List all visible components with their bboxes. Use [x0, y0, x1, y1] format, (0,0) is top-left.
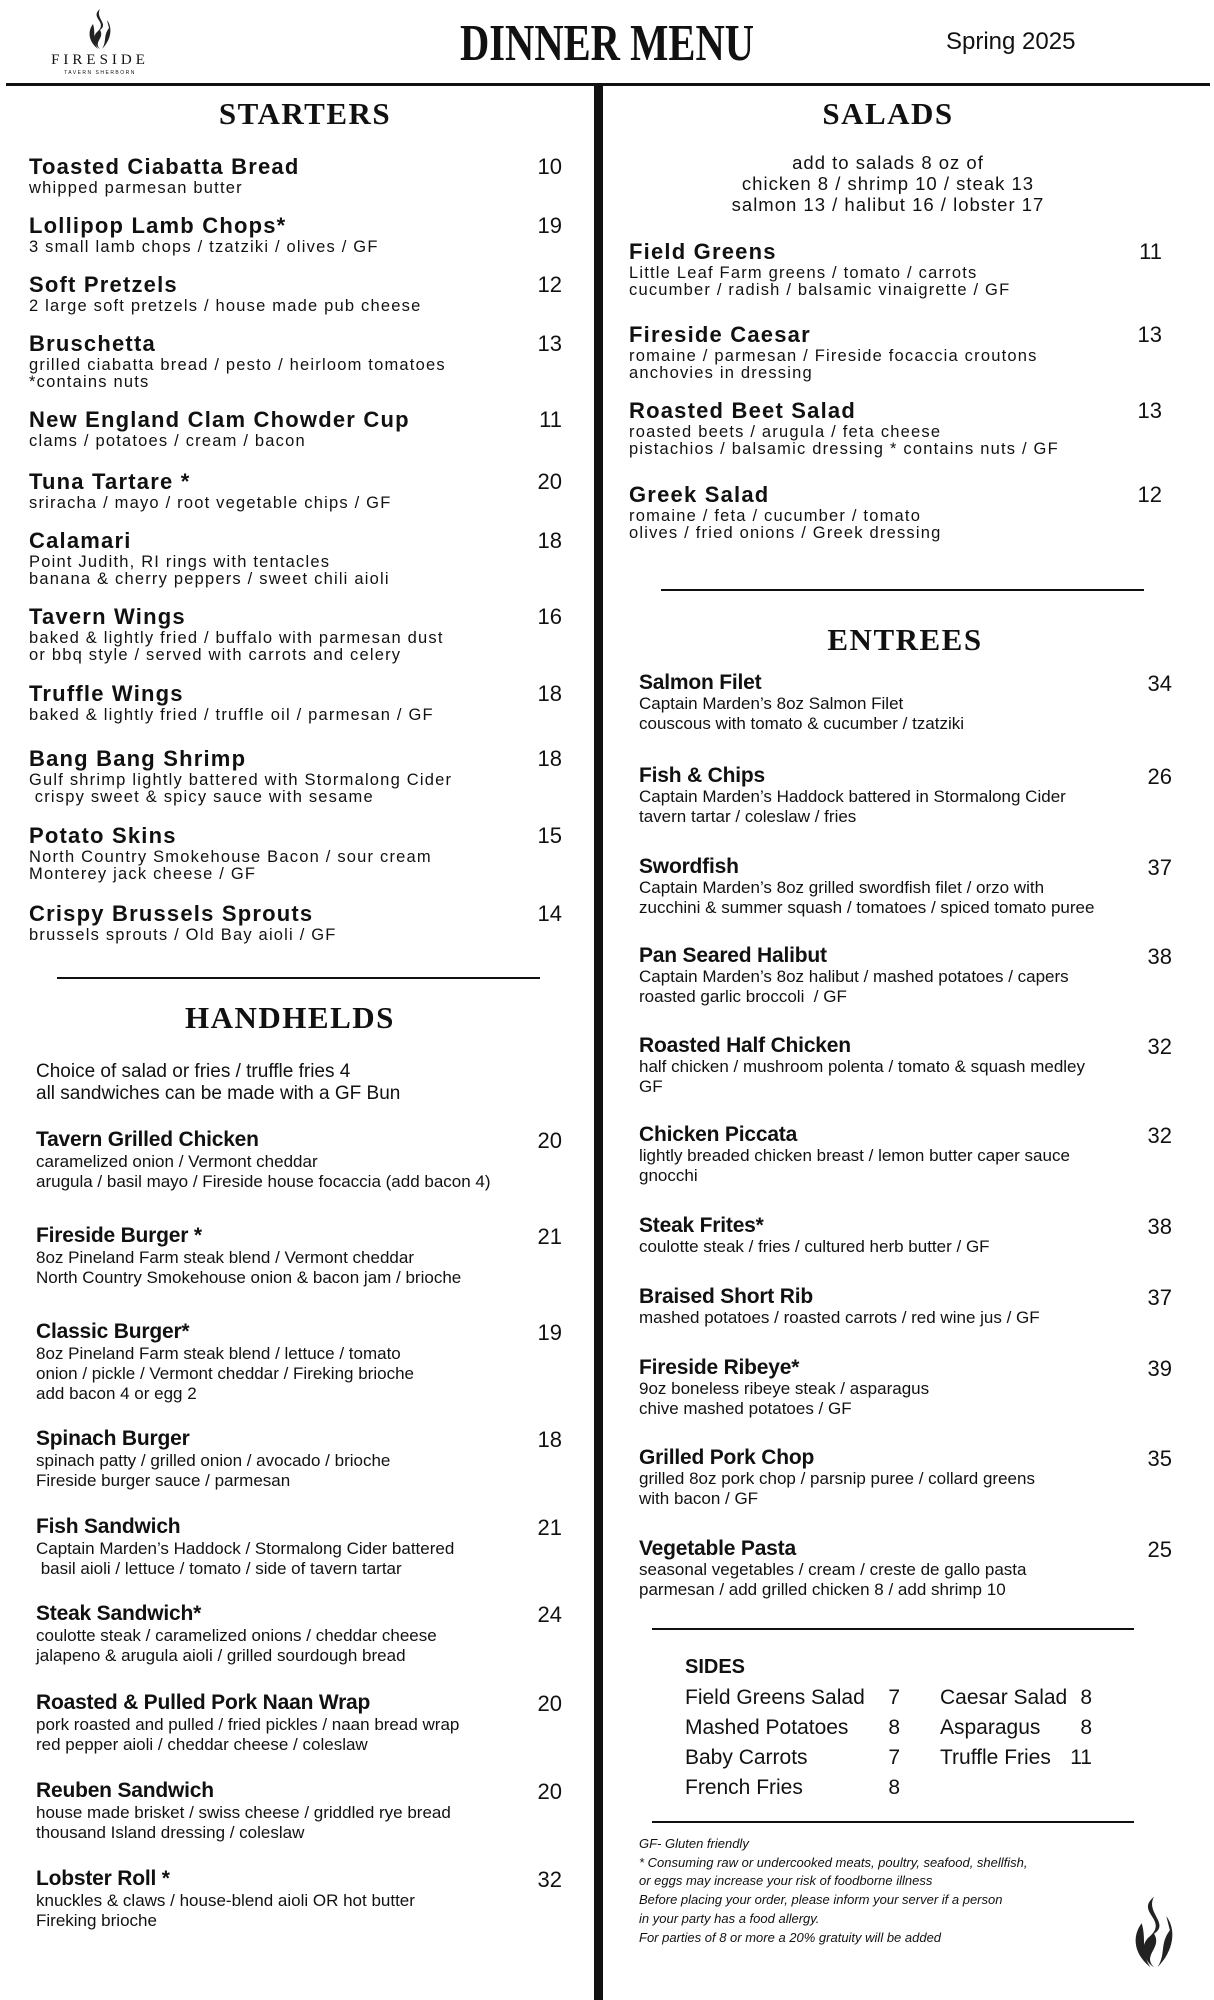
- item-name: Tavern Grilled Chicken: [36, 1128, 259, 1151]
- item-description: Little Leaf Farm greens / tomato / carrots cucumber / radish / balsamic vinaigrette / GF: [629, 264, 1011, 299]
- item-name: Fish & Chips: [639, 764, 765, 787]
- item-name: Roasted Beet Salad: [629, 398, 857, 423]
- item-name: Fireside Burger *: [36, 1224, 202, 1247]
- item-description: 3 small lamb chops / tzatziki / olives / GF: [29, 238, 379, 256]
- item-description: romaine / parmesan / Fireside focaccia croutons anchovies in dressing: [629, 347, 1038, 382]
- item-price: 35: [1147, 1446, 1172, 1471]
- item-name: Steak Sandwich*: [36, 1602, 202, 1625]
- item-description: baked & lightly fried / buffalo with parmesan dust or bbq style / served with carrots and celery: [29, 629, 444, 664]
- item-name: Calamari: [29, 528, 132, 553]
- item-description: coulotte steak / caramelized onions / cheddar cheese jalapeno & arugula aioli / grilled sourdough bread: [36, 1626, 437, 1665]
- item-price: 32: [1147, 1123, 1172, 1148]
- item-price: 13: [1137, 322, 1162, 347]
- footnote-line: Before placing your order, please inform your server if a person: [639, 1892, 1003, 1908]
- item-name: Potato Skins: [29, 823, 177, 848]
- item-name: New England Clam Chowder Cup: [29, 407, 410, 432]
- section-divider: [652, 1628, 1134, 1630]
- item-name: Toasted Ciabatta Bread: [29, 154, 300, 179]
- section-divider: [57, 977, 540, 979]
- side-item-name: Caesar Salad: [940, 1686, 1068, 1709]
- flame-icon: [83, 8, 117, 50]
- item-price: 19: [537, 213, 562, 238]
- item-name: Pan Seared Halibut: [639, 944, 827, 967]
- item-description: romaine / feta / cucumber / tomato olives / fried onions / Greek dressing: [629, 507, 942, 542]
- side-item-name: Asparagus: [940, 1716, 1041, 1739]
- item-name: Steak Frites*: [639, 1214, 764, 1237]
- item-name: Salmon Filet: [639, 671, 762, 694]
- starters-heading: STARTERS: [218, 96, 392, 131]
- item-name: Truffle Wings: [29, 681, 184, 706]
- item-name: Grilled Pork Chop: [639, 1446, 815, 1469]
- side-item-price: 8: [1080, 1716, 1092, 1739]
- item-description: 8oz Pineland Farm steak blend / lettuce / tomato onion / pickle / Vermont cheddar / Fireking brioche add bacon 4 or egg 2: [36, 1344, 414, 1403]
- side-item-price: 8: [888, 1716, 900, 1739]
- side-item-price: 7: [888, 1686, 900, 1709]
- item-name: Fireside Caesar: [629, 322, 811, 347]
- side-item-name: Mashed Potatoes: [685, 1716, 849, 1739]
- item-price: 38: [1147, 1214, 1172, 1239]
- season-label: Spring 2025: [946, 28, 1076, 55]
- item-description: caramelized onion / Vermont cheddar arugula / basil mayo / Fireside house focaccia (add bacon 4): [36, 1152, 491, 1191]
- item-description: mashed potatoes / roasted carrots / red wine jus / GF: [639, 1308, 1040, 1327]
- item-description: Captain Marden’s Haddock / Stormalong Cider battered basil aioli / lettuce / tomato / side of tavern tartar: [36, 1539, 455, 1578]
- item-description: sriracha / mayo / root vegetable chips / GF: [29, 494, 392, 512]
- item-description: seasonal vegetables / cream / creste de gallo pasta parmesan / add grilled chicken 8 / add shrimp 10: [639, 1560, 1027, 1599]
- item-description: lightly breaded chicken breast / lemon butter caper sauce gnocchi: [639, 1146, 1070, 1185]
- item-price: 37: [1147, 855, 1172, 880]
- item-price: 38: [1147, 944, 1172, 969]
- item-price: 13: [537, 331, 562, 356]
- side-item-name: Truffle Fries: [940, 1746, 1051, 1769]
- column-divider: [594, 84, 603, 2000]
- item-name: Braised Short Rib: [639, 1285, 813, 1308]
- item-description: Point Judith, RI rings with tentacles banana & cherry peppers / sweet chili aioli: [29, 553, 390, 588]
- item-description: Captain Marden’s 8oz grilled swordfish filet / orzo with zucchini & summer squash / tomatoes / spiced tomato puree: [639, 878, 1095, 917]
- item-name: Bang Bang Shrimp: [29, 746, 247, 771]
- item-name: Crispy Brussels Sprouts: [29, 901, 314, 926]
- item-price: 18: [537, 746, 562, 771]
- item-description: 2 large soft pretzels / house made pub cheese: [29, 297, 422, 315]
- item-price: 20: [537, 1779, 562, 1804]
- item-name: Classic Burger*: [36, 1320, 190, 1343]
- item-name: Greek Salad: [629, 482, 770, 507]
- footnote-line: GF- Gluten friendly: [639, 1836, 749, 1851]
- handhelds-heading: HANDHELDS: [185, 1000, 395, 1035]
- item-price: 14: [537, 901, 562, 926]
- item-description: Captain Marden’s Haddock battered in Stormalong Cider tavern tartar / coleslaw / fries: [639, 787, 1066, 826]
- footnote-line: * Consuming raw or undercooked meats, poultry, seafood, shellfish,: [639, 1854, 1028, 1870]
- entrees-heading: ENTREES: [827, 622, 983, 657]
- item-description: pork roasted and pulled / fried pickles / naan bread wrap red pepper aioli / cheddar cheese / coleslaw: [36, 1715, 460, 1754]
- item-name: Vegetable Pasta: [639, 1537, 796, 1560]
- item-description: house made brisket / swiss cheese / griddled rye bread thousand Island dressing / coleslaw: [36, 1803, 451, 1842]
- item-name: Chicken Piccata: [639, 1123, 798, 1146]
- item-price: 10: [537, 154, 562, 179]
- item-price: 32: [537, 1867, 562, 1892]
- item-price: 20: [537, 469, 562, 494]
- side-item-name: French Fries: [685, 1776, 803, 1799]
- item-price: 32: [1147, 1034, 1172, 1059]
- item-name: Lobster Roll *: [36, 1867, 170, 1890]
- item-price: 26: [1147, 764, 1172, 789]
- fireside-logo: [40, 8, 160, 80]
- item-description: Captain Marden’s 8oz Salmon Filet couscous with tomato & cucumber / tzatziki: [639, 694, 965, 733]
- item-name: Tavern Wings: [29, 604, 186, 629]
- page-title: DINNER MENU: [459, 15, 755, 72]
- item-price: 11: [539, 407, 562, 432]
- item-description: half chicken / mushroom polenta / tomato & squash medley GF: [639, 1057, 1086, 1096]
- section-divider: [661, 589, 1144, 591]
- header-divider: [6, 83, 1210, 86]
- footnote-line: or eggs may increase your risk of foodborne illness: [639, 1873, 933, 1889]
- item-name: Tuna Tartare *: [29, 469, 191, 494]
- item-name: Roasted & Pulled Pork Naan Wrap: [36, 1691, 371, 1714]
- item-description: roasted beets / arugula / feta cheese pistachios / balsamic dressing * contains nuts / GF: [629, 423, 1059, 458]
- item-name: Swordfish: [639, 855, 739, 878]
- item-price: 18: [537, 681, 562, 706]
- item-price: 37: [1147, 1285, 1172, 1310]
- item-name: Spinach Burger: [36, 1427, 190, 1450]
- item-description: 9oz boneless ribeye steak / asparagus chive mashed potatoes / GF: [639, 1379, 930, 1418]
- item-price: 16: [537, 604, 562, 629]
- item-price: 21: [537, 1515, 562, 1540]
- item-price: 19: [537, 1320, 562, 1345]
- item-price: 11: [1139, 239, 1162, 264]
- sides-heading: SIDES: [685, 1656, 746, 1678]
- item-price: 13: [1137, 398, 1162, 423]
- item-description: whipped parmesan butter: [29, 179, 243, 197]
- flame-icon: [1124, 1895, 1184, 1969]
- handhelds-intro: Choice of salad or fries / truffle fries 4 all sandwiches can be made with a GF Bun: [36, 1061, 401, 1104]
- item-name: Soft Pretzels: [29, 272, 178, 297]
- item-price: 18: [537, 528, 562, 553]
- footnote-line: in your party has a food allergy.: [639, 1910, 820, 1926]
- item-name: Lollipop Lamb Chops*: [29, 213, 287, 238]
- side-item-price: 8: [1080, 1686, 1092, 1709]
- item-price: 12: [537, 272, 562, 297]
- item-description: clams / potatoes / cream / bacon: [29, 432, 306, 450]
- item-price: 39: [1147, 1356, 1172, 1381]
- item-description: grilled 8oz pork chop / parsnip puree / collard greens with bacon / GF: [639, 1469, 1035, 1508]
- footnote-line: For parties of 8 or more a 20% gratuity will be added: [639, 1929, 942, 1945]
- side-item-price: 8: [888, 1776, 900, 1799]
- item-name: Roasted Half Chicken: [639, 1034, 851, 1057]
- salad-addons: add to salads 8 oz of chicken 8 / shrimp 10 / steak 13 salmon 13 / halibut 16 / lobster 17: [731, 152, 1045, 215]
- section-divider: [652, 1821, 1134, 1823]
- side-item-name: Baby Carrots: [685, 1746, 808, 1769]
- item-price: 20: [537, 1128, 562, 1153]
- item-description: Gulf shrimp lightly battered with Stormalong Cider crispy sweet & spicy sauce with sesame: [29, 771, 453, 806]
- side-item-price: 11: [1070, 1746, 1092, 1769]
- item-description: 8oz Pineland Farm steak blend / Vermont cheddar North Country Smokehouse onion & bacon jam / brioche: [36, 1248, 462, 1287]
- item-price: 21: [537, 1224, 562, 1249]
- item-description: grilled ciabatta bread / pesto / heirloom tomatoes *contains nuts: [29, 356, 446, 391]
- item-price: 25: [1147, 1537, 1172, 1562]
- item-price: 15: [537, 823, 562, 848]
- item-price: 20: [537, 1691, 562, 1716]
- item-description: baked & lightly fried / truffle oil / parmesan / GF: [29, 706, 434, 724]
- item-name: Reuben Sandwich: [36, 1779, 214, 1802]
- item-price: 18: [537, 1427, 562, 1452]
- side-item-price: 7: [888, 1746, 900, 1769]
- item-description: North Country Smokehouse Bacon / sour cream Monterey jack cheese / GF: [29, 848, 432, 883]
- item-price: 24: [537, 1602, 562, 1627]
- item-name: Fish Sandwich: [36, 1515, 181, 1538]
- item-name: Bruschetta: [29, 331, 156, 356]
- logo-name: FIRESIDE: [51, 52, 149, 68]
- item-description: Captain Marden’s 8oz halibut / mashed potatoes / capers roasted garlic broccoli / GF: [639, 967, 1069, 1006]
- item-price: 12: [1137, 482, 1162, 507]
- logo-subtitle: TAVERN SHERBORN: [64, 70, 136, 76]
- item-description: knuckles & claws / house-blend aioli OR hot butter Fireking brioche: [36, 1891, 415, 1930]
- item-price: 34: [1147, 671, 1172, 696]
- item-description: coulotte steak / fries / cultured herb butter / GF: [639, 1237, 990, 1256]
- salads-heading: SALADS: [822, 96, 954, 131]
- item-description: brussels sprouts / Old Bay aioli / GF: [29, 926, 337, 944]
- item-name: Fireside Ribeye*: [639, 1356, 800, 1379]
- item-name: Field Greens: [629, 239, 777, 264]
- side-item-name: Field Greens Salad: [685, 1686, 865, 1709]
- item-description: spinach patty / grilled onion / avocado / brioche Fireside burger sauce / parmesan: [36, 1451, 391, 1490]
